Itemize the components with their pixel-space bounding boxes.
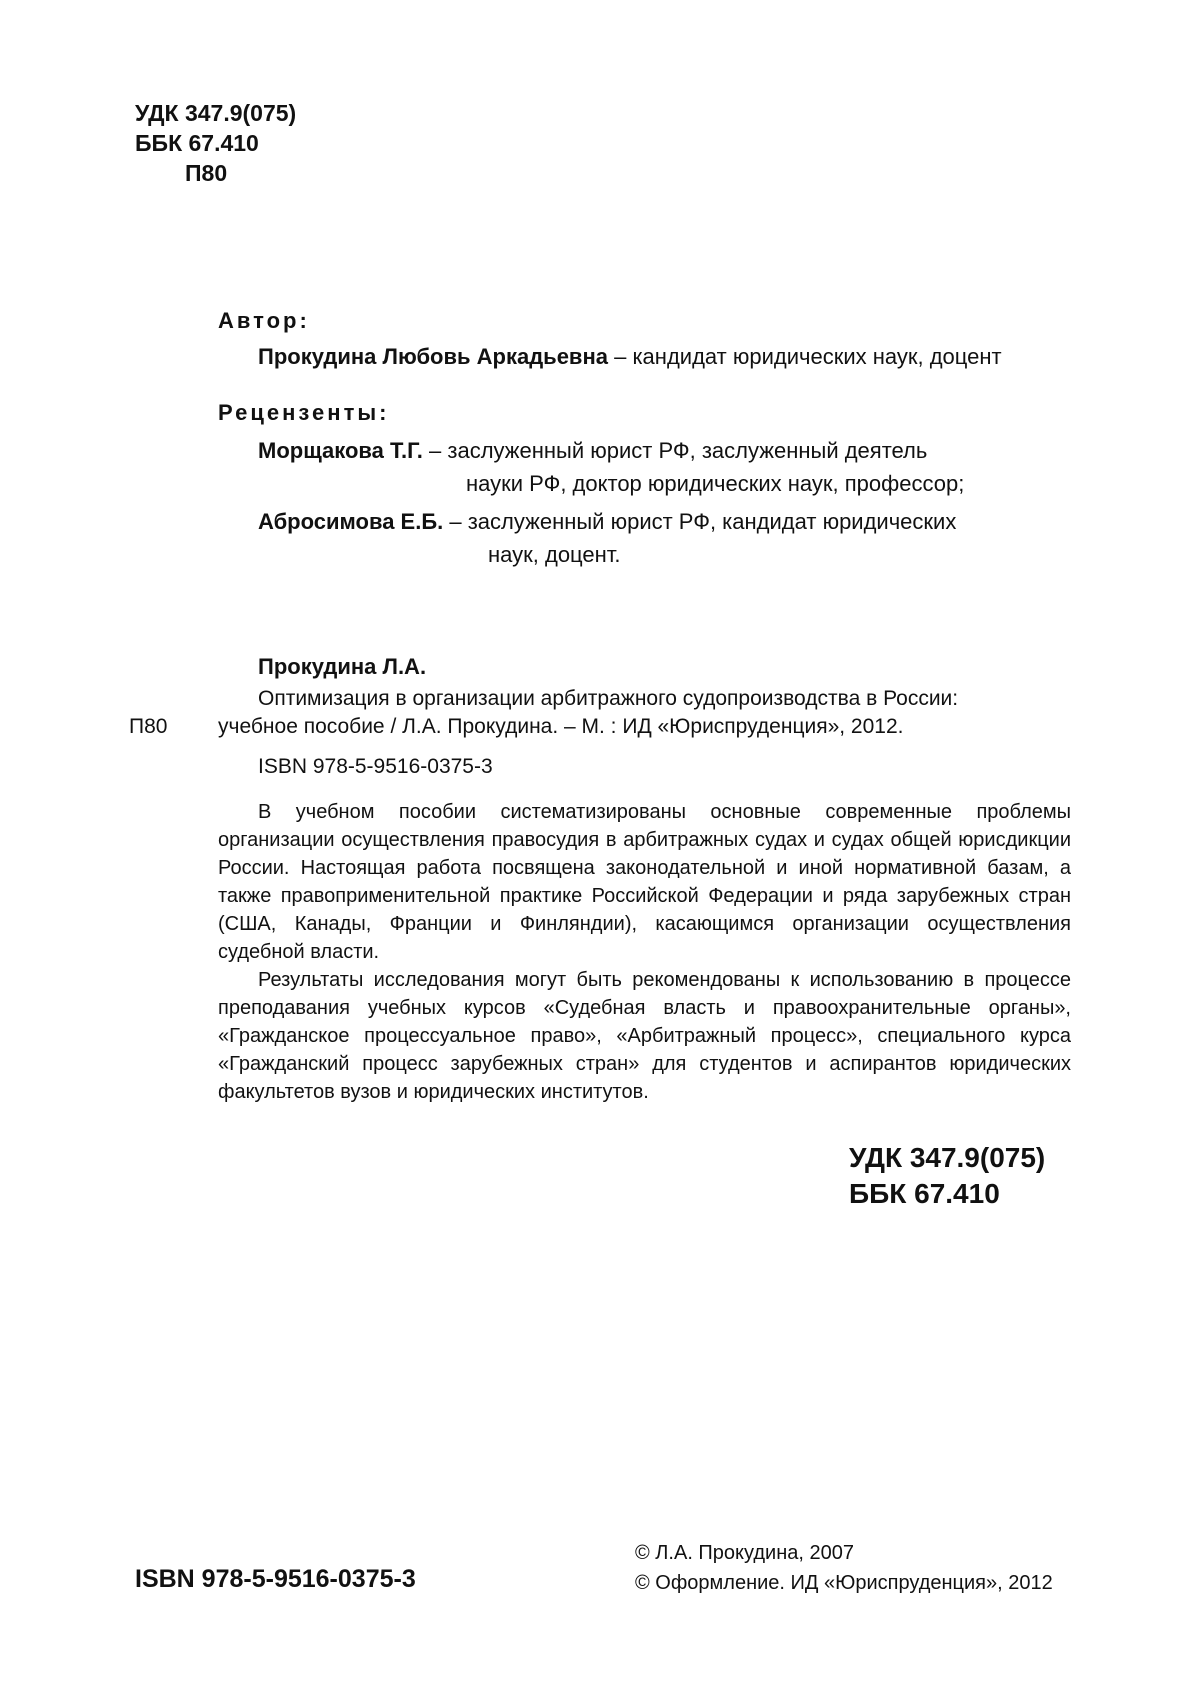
author-sign-code: П80	[185, 160, 228, 186]
reviewer-1-line1	[258, 437, 927, 465]
copyright-author: © Л.А. Прокудина, 2007	[635, 1542, 854, 1564]
copyrights	[635, 1538, 1053, 1598]
classification-bottom	[849, 1140, 1045, 1212]
bib-title-line1: Оптимизация в организации арбитражного судопроизводства в России:	[258, 687, 959, 710]
annotation	[218, 798, 1071, 1106]
reviewer-2-line2: наук, доцент.	[488, 542, 621, 567]
author-description: – кандидат юридических наук, доцент	[607, 344, 1002, 369]
annotation-paragraph-1: В учебном пособии систематизированы основные современные проблемы организации осуществления правосудия в арбитражных судах и судах общей юрисдикции России. Настоящая работа посвящена законодательной и иной нормативной базам, а также правоприменительной практике Российской Федерации и ряда зарубежных стран (США, Канады, Франции и Финляндии), касающимся организации осуществления судебной власти.	[218, 801, 1071, 963]
author-heading: Автор:	[218, 308, 310, 333]
classification-top	[135, 98, 296, 188]
copyright-design: © Оформление. ИД «Юриспруденция», 2012	[635, 1572, 1053, 1594]
reviewer-2-name: Абросимова Е.Б.	[258, 509, 444, 534]
bbk-code: ББК 67.410	[135, 130, 259, 156]
reviewer-2-desc1: – заслуженный юрист РФ, кандидат юридических	[443, 509, 957, 534]
reviewer-2-line1	[258, 508, 956, 536]
bib-author-short: Прокудина Л.А.	[258, 654, 427, 679]
author-name: Прокудина Любовь Аркадьевна	[258, 344, 608, 369]
reviewer-1-name: Морщакова Т.Г.	[258, 438, 423, 463]
reviewer-1-desc1: – заслуженный юрист РФ, заслуженный деятель	[422, 438, 928, 463]
udk-code-bottom: УДК 347.9(075)	[849, 1142, 1046, 1173]
udk-code: УДК 347.9(075)	[135, 100, 297, 126]
bib-title-line2: учебное пособие / Л.А. Прокудина. – М. : ИД «Юриспруденция», 2012.	[218, 715, 904, 738]
author-line	[258, 343, 1002, 371]
bbk-code-bottom: ББК 67.410	[849, 1178, 1000, 1209]
bib-isbn: ISBN 978-5-9516-0375-3	[258, 755, 493, 778]
bib-code: П80	[129, 715, 168, 738]
isbn-bottom: ISBN 978-5-9516-0375-3	[135, 1565, 416, 1593]
reviewer-1-line2: науки РФ, доктор юридических наук, профессор;	[466, 471, 965, 496]
annotation-paragraph-2: Результаты исследования могут быть рекомендованы к использованию в процессе преподавания учебных курсов «Судебная власть и правоохранительные органы», «Гражданское процессуальное право», «Арбитражный процесс», специального курса «Гражданский процесс зарубежных стран» для студентов и аспирантов юридических факультетов вузов и юридических институтов.	[218, 969, 1071, 1103]
reviewers-heading: Рецензенты:	[218, 400, 390, 425]
